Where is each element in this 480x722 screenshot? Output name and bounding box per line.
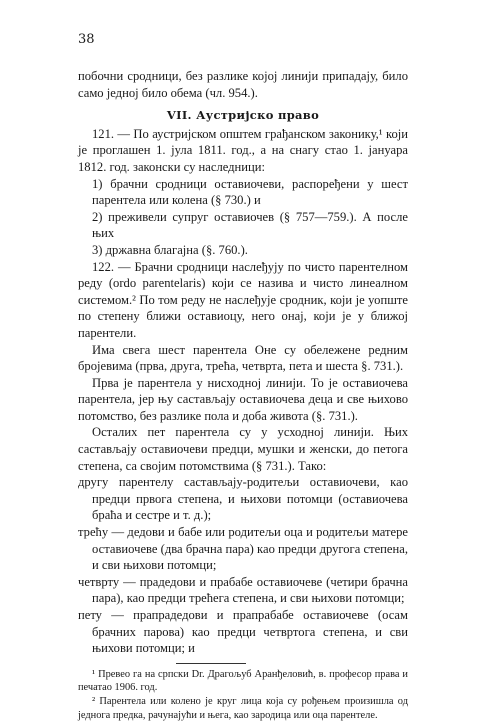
paragraph: пету — прапрадедови и прапрабабе оставиочеве (осам брачних парова) као предци четвртога степена, и сви њихови потомци; и — [78, 608, 408, 656]
footnote-1: ¹ Превео га на српски Dr. Драгољуб Аранђеловић, в. професор права и печатао 1906. год. — [78, 668, 408, 694]
list-item: 2) преживели супруг оставиочев (§ 757—759.). А после њих — [92, 209, 408, 241]
paragraph: четврту — прадедови и прабабе оставиочеве (четири брачна пара), као предци трећега степена, и сви њихови потомци; — [78, 574, 408, 606]
paragraph: Прва је парентела у нисходној линији. То је оставиочева парентела, јер њу састављају оставиочева деца и све њихово потомство, без разлике пола и доба живота (§. 731.). — [78, 375, 408, 423]
footnote-divider — [176, 663, 246, 664]
body-text — [78, 68, 408, 722]
paragraphs — [78, 68, 408, 657]
paragraph: трећу — дедови и бабе или родитељи оца и родитељи матере оставиочеве (два брачна пара) као предци другога степена, и сви њихови потомци; — [78, 525, 408, 573]
section-heading: VII. Аустријско право — [166, 108, 320, 123]
list-item: 3) државна благајна (§. 760.). — [92, 242, 248, 257]
list-item: 1) брачни сродници оставиочеви, распоређени у шест парентела или колена (§ 730.) и — [92, 176, 408, 208]
paragraph: 121. — По аустријском општем грађанском законику,¹ који је проглашен 1. јула 1811. год., а на снагу стао 1. јануара 1812. год. законски су наследници: — [78, 126, 408, 174]
page-number: 38 — [78, 32, 95, 47]
footnote-2: ² Парентела или колено је круг лица која су рођењем произишла од једнога предка, рачунајући и њега, као зародица или оца парентеле. — [78, 695, 408, 721]
paragraph: другу парентелу састављају-родитељи оставиочеви, као предци првога степена, и њихови потомци (оставиочева браћа и сестре и т. д.); — [78, 475, 408, 523]
paragraph: 122. — Брачни сродници наслеђују по чисто парентелном реду (ordo parentelaris) који се назива и чисто линеалном системом.² По том реду не наслеђује сродник, који је уопште по степену ближи оставиоцу, него онај, који је у ближој парентели. — [78, 259, 408, 340]
paragraph: побочни сродници, без разлике којој линији припадају, било само једној било обема (чл. 954.). — [78, 69, 408, 100]
paragraph: Има свега шест парентела Оне су обележене редним бројевима (прва, друга, трећа, четврта, пета и шеста §. 731.). — [78, 342, 408, 374]
paragraph: Осталих пет парентела су у усходној линији. Њих састављају оставиочеви предци, мушки и женски, до петога степена, са својим потомствима (§ 731.). Тако: — [78, 425, 408, 473]
